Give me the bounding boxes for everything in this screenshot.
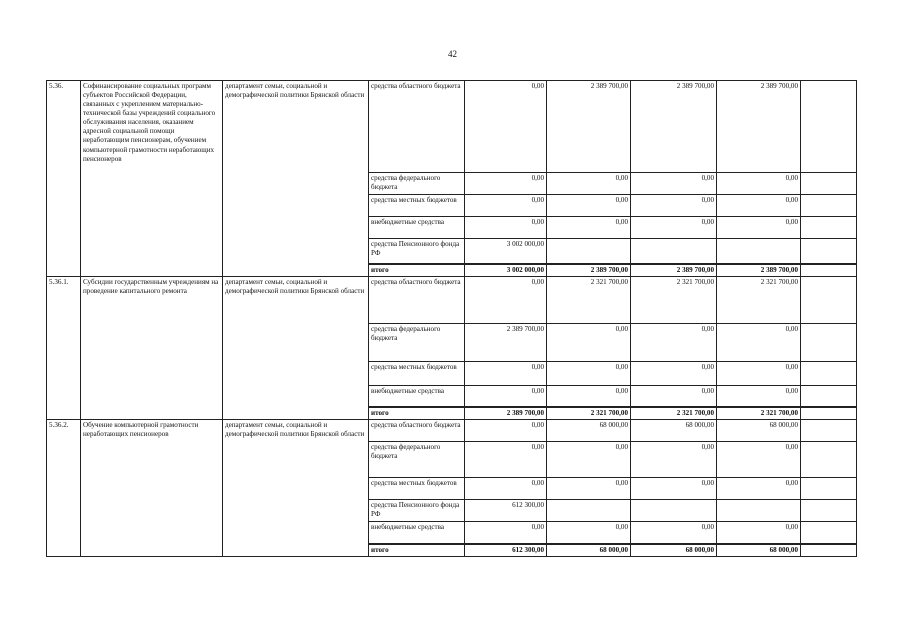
funding-source: средства областного бюджета: [369, 276, 465, 323]
amount-cell: 0,00: [465, 173, 547, 195]
amount-cell: 0,00: [547, 442, 631, 478]
table-body: [47, 81, 857, 557]
amount-cell: 0,00: [631, 195, 717, 217]
section-executor: департамент семьи, социальной и демографической политики Брянской области: [223, 81, 369, 277]
total-label: итого: [369, 264, 465, 277]
amount-cell: 0,00: [717, 323, 801, 361]
empty-cell: [801, 544, 857, 557]
amount-cell: 0,00: [465, 217, 547, 239]
amount-cell: 0,00: [631, 478, 717, 500]
empty-cell: [801, 442, 857, 478]
funding-source: средства местных бюджетов: [369, 195, 465, 217]
budget-table: [46, 80, 857, 557]
amount-cell: 2 389 700,00: [547, 81, 631, 173]
funding-source: средства федерального бюджета: [369, 442, 465, 478]
amount-cell: 0,00: [717, 478, 801, 500]
amount-cell: 0,00: [465, 81, 547, 173]
amount-cell: 0,00: [547, 385, 631, 407]
empty-cell: [801, 361, 857, 385]
amount-cell: 0,00: [547, 217, 631, 239]
amount-cell: 0,00: [717, 522, 801, 544]
funding-source: средства областного бюджета: [369, 420, 465, 442]
empty-cell: [801, 195, 857, 217]
empty-cell: [801, 264, 857, 277]
amount-cell: 0,00: [547, 522, 631, 544]
amount-cell: 0,00: [465, 478, 547, 500]
empty-cell: [801, 239, 857, 264]
amount-cell: 0,00: [547, 361, 631, 385]
funding-source: средства Пенсионного фонда РФ: [369, 500, 465, 522]
amount-cell: [547, 239, 631, 264]
amount-cell: [631, 500, 717, 522]
amount-cell: 612 300,00: [465, 500, 547, 522]
amount-cell: 0,00: [547, 173, 631, 195]
total-label: итого: [369, 407, 465, 420]
section-code: 5.36.: [47, 81, 81, 277]
amount-cell: 0,00: [631, 385, 717, 407]
amount-cell: 0,00: [717, 173, 801, 195]
amount-cell: 0,00: [465, 522, 547, 544]
funding-source: внебюджетные средства: [369, 217, 465, 239]
amount-cell: 2 321 700,00: [717, 407, 801, 420]
amount-cell: 68 000,00: [631, 544, 717, 557]
empty-cell: [801, 173, 857, 195]
empty-cell: [801, 385, 857, 407]
amount-cell: 0,00: [547, 323, 631, 361]
amount-cell: 68 000,00: [547, 544, 631, 557]
total-label: итого: [369, 544, 465, 557]
amount-cell: 0,00: [631, 361, 717, 385]
amount-cell: 68 000,00: [631, 420, 717, 442]
amount-cell: 2 389 700,00: [717, 264, 801, 277]
amount-cell: 3 002 000,00: [465, 239, 547, 264]
amount-cell: 0,00: [465, 385, 547, 407]
funding-source: внебюджетные средства: [369, 385, 465, 407]
funding-source: средства федерального бюджета: [369, 173, 465, 195]
amount-cell: 0,00: [547, 478, 631, 500]
funding-source: средства федерального бюджета: [369, 323, 465, 361]
amount-cell: 68 000,00: [547, 420, 631, 442]
funding-source: средства местных бюджетов: [369, 478, 465, 500]
amount-cell: 0,00: [465, 195, 547, 217]
funding-source: средства местных бюджетов: [369, 361, 465, 385]
amount-cell: 2 321 700,00: [547, 407, 631, 420]
funding-source: средства Пенсионного фонда РФ: [369, 239, 465, 264]
amount-cell: 0,00: [631, 522, 717, 544]
amount-cell: 68 000,00: [717, 544, 801, 557]
amount-cell: 0,00: [717, 385, 801, 407]
amount-cell: 2 321 700,00: [717, 276, 801, 323]
table-row: [47, 276, 857, 323]
amount-cell: 2 389 700,00: [465, 407, 547, 420]
amount-cell: 3 002 000,00: [465, 264, 547, 277]
empty-cell: [801, 407, 857, 420]
amount-cell: 0,00: [717, 361, 801, 385]
section-title: Субсидии государственным учреждениям на проведение капитального ремонта: [81, 276, 223, 420]
amount-cell: 2 389 700,00: [631, 81, 717, 173]
funding-source: внебюджетные средства: [369, 522, 465, 544]
amount-cell: 2 321 700,00: [631, 407, 717, 420]
amount-cell: 0,00: [465, 276, 547, 323]
section-title: Софинансирование социальных программ субъектов Российской Федерации, связанных с укреплением материально-технической базы учреждений социального обслуживания населения, оказанием адресной социальной помощи неработающим пенсионерам, обучением компьютерной грамотности неработающих пенсионеров: [81, 81, 223, 277]
amount-cell: [717, 500, 801, 522]
empty-cell: [801, 323, 857, 361]
amount-cell: 0,00: [465, 442, 547, 478]
amount-cell: 0,00: [631, 217, 717, 239]
empty-cell: [801, 420, 857, 442]
amount-cell: 0,00: [717, 442, 801, 478]
empty-cell: [801, 500, 857, 522]
section-code: 5.36.2.: [47, 420, 81, 557]
amount-cell: 0,00: [631, 173, 717, 195]
amount-cell: 2 321 700,00: [631, 276, 717, 323]
amount-cell: [717, 239, 801, 264]
empty-cell: [801, 478, 857, 500]
section-title: Обучение компьютерной грамотности неработающих пенсионеров: [81, 420, 223, 557]
section-executor: департамент семьи, социальной и демографической политики Брянской области: [223, 420, 369, 557]
amount-cell: 2 389 700,00: [631, 264, 717, 277]
amount-cell: 2 389 700,00: [717, 81, 801, 173]
amount-cell: 2 321 700,00: [547, 276, 631, 323]
funding-source: средства областного бюджета: [369, 81, 465, 173]
empty-cell: [801, 522, 857, 544]
amount-cell: 0,00: [631, 323, 717, 361]
amount-cell: 68 000,00: [717, 420, 801, 442]
amount-cell: 0,00: [717, 217, 801, 239]
empty-cell: [801, 276, 857, 323]
empty-cell: [801, 217, 857, 239]
amount-cell: [547, 500, 631, 522]
amount-cell: 0,00: [465, 361, 547, 385]
amount-cell: 612 300,00: [465, 544, 547, 557]
page-number: 42: [448, 49, 457, 59]
empty-cell: [801, 81, 857, 173]
amount-cell: 0,00: [717, 195, 801, 217]
amount-cell: 0,00: [547, 195, 631, 217]
amount-cell: 0,00: [465, 420, 547, 442]
amount-cell: 2 389 700,00: [465, 323, 547, 361]
amount-cell: [631, 239, 717, 264]
section-code: 5.36.1.: [47, 276, 81, 420]
section-executor: департамент семьи, социальной и демографической политики Брянской области: [223, 276, 369, 420]
amount-cell: 2 389 700,00: [547, 264, 631, 277]
table-row: [47, 81, 857, 173]
table-row: [47, 420, 857, 442]
amount-cell: 0,00: [631, 442, 717, 478]
